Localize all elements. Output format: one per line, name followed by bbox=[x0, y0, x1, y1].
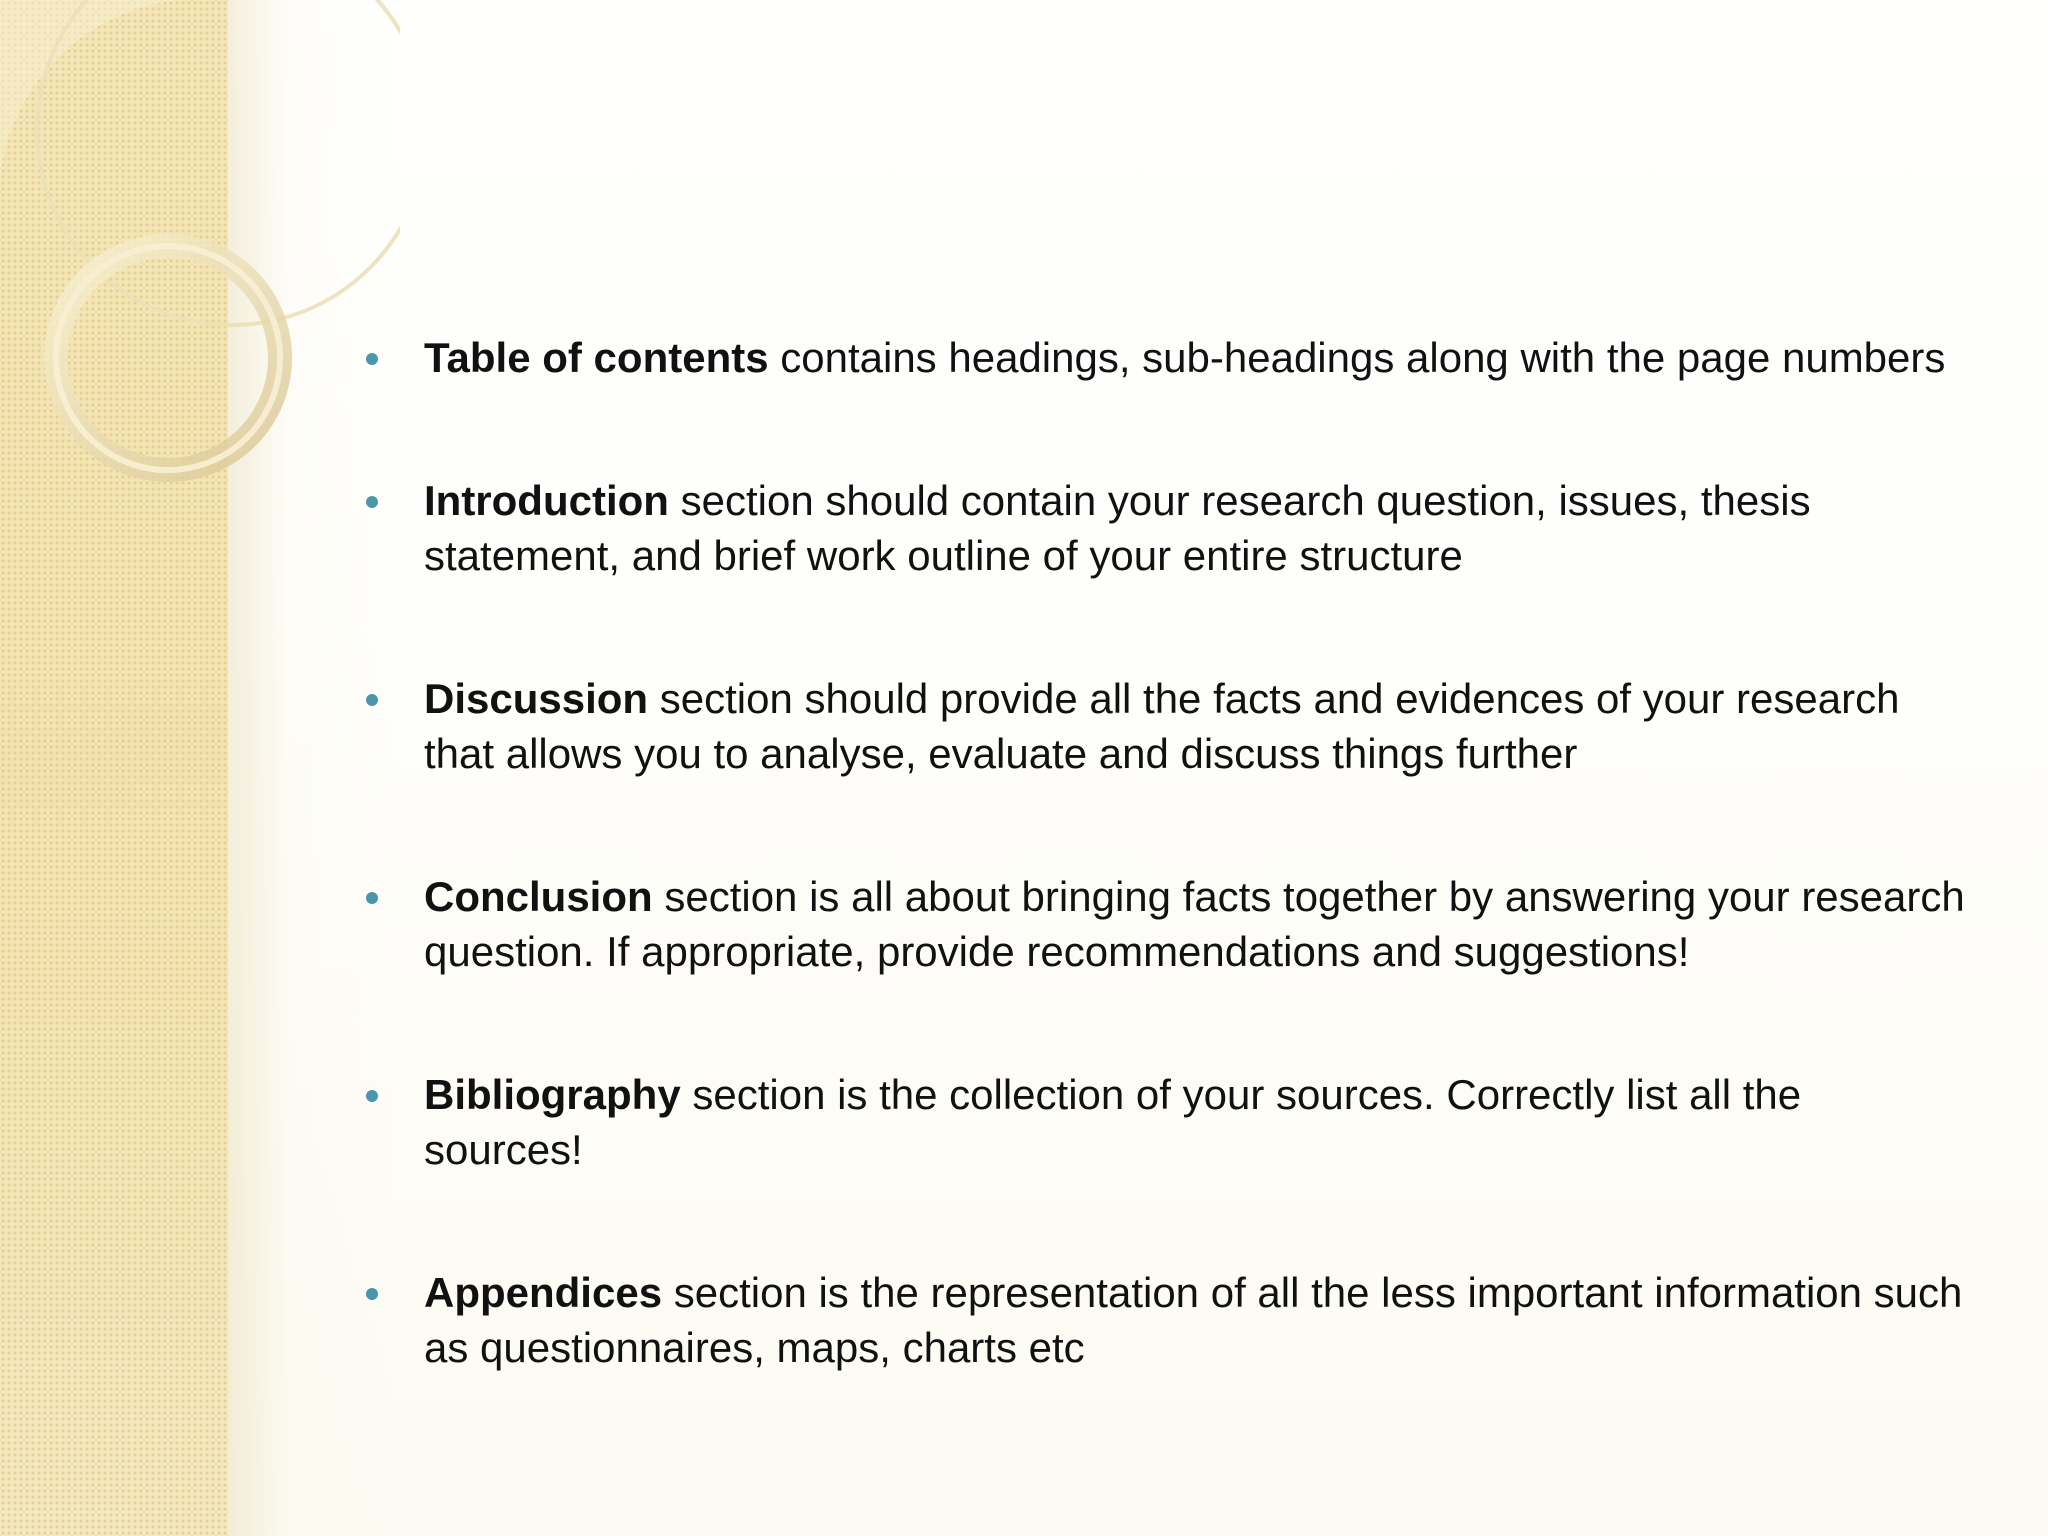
bullet-text: section should contain your research question, issues, thesis statement, and brief work outline of your entire structure bbox=[424, 477, 1811, 579]
bullet-dot-icon bbox=[366, 892, 378, 904]
bullet-term: Table of contents bbox=[424, 334, 769, 381]
list-item bbox=[350, 473, 1970, 583]
list-item bbox=[350, 1067, 1970, 1177]
list-item bbox=[350, 1265, 1970, 1375]
bullet-text: contains headings, sub-headings along with the page numbers bbox=[768, 334, 1946, 381]
bullet-text: section is the representation of all the less important information such as questionnaires, maps, charts etc bbox=[424, 1269, 1963, 1371]
list-item bbox=[350, 671, 1970, 781]
bullet-dot-icon bbox=[366, 1090, 378, 1102]
slide-content bbox=[350, 330, 1970, 1375]
bullet-dot-icon bbox=[366, 694, 378, 706]
bullet-text: section should provide all the facts and evidences of your research that allows you to analyse, evaluate and discuss things further bbox=[424, 675, 1900, 777]
decorative-rings-ornament bbox=[0, 0, 400, 520]
list-item bbox=[350, 869, 1970, 979]
list-item bbox=[350, 330, 1970, 385]
bullet-term: Discussion bbox=[424, 675, 649, 722]
bullet-term: Conclusion bbox=[424, 873, 653, 920]
bullet-term: Appendices bbox=[424, 1269, 663, 1316]
bullet-dot-icon bbox=[366, 496, 378, 508]
bullet-term: Introduction bbox=[424, 477, 669, 524]
bullet-text: section is the collection of your sources. Correctly list all the sources! bbox=[424, 1071, 1802, 1173]
bullet-term: Bibliography bbox=[424, 1071, 681, 1118]
bullet-dot-icon bbox=[366, 1288, 378, 1300]
bullet-dot-icon bbox=[366, 353, 378, 365]
bullet-list bbox=[350, 330, 1970, 1375]
bullet-text: section is all about bringing facts together by answering your research question. If appropriate, provide recommendations and suggestions! bbox=[424, 873, 1965, 975]
